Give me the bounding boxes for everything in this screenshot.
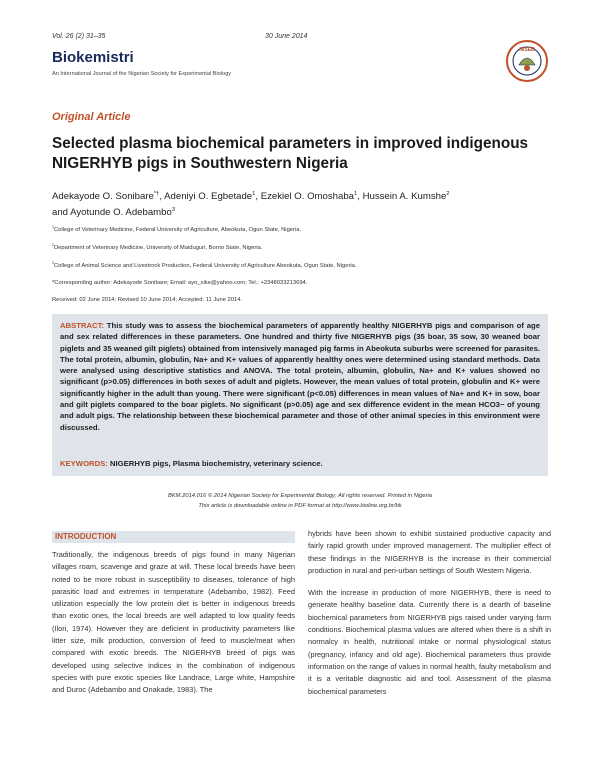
journal-subtitle: An International Journal of the Nigerian Society for Experimental Biology	[52, 71, 232, 77]
abstract-label: ABSTRACT:	[60, 321, 104, 330]
author-sup: 2	[446, 190, 450, 197]
article-title: Selected plasma biochemical parameters in improved indigenous NIGERHYB pigs in Southwestern Nigeria	[52, 135, 529, 172]
journal-name: Biokemistri	[52, 49, 134, 66]
paragraph: With the increase in production of more NIGERHYB, there is need to generate healthy baseline data. Currently there is a dearth of baseline biochemical parameters from NIGERHYB pigs raised under varying farm conditions. Biochemical plasma values are altered when there is a shift in normalcy in health, nutritional intake or normal physiological status (pregnancy, infancy and old age). Biochemical parameters thus provide information on the range of values in normal health, faulty metabolism and it is a veritable diagnostic aid and tool. Assessment of the plasma biochemical parameters	[308, 588, 551, 696]
affiliation: $^3$College of Animal Science and Livestrock Production, Federal University of Agriculture Abeokuta, Ogun State, Nigeria.	[52, 261, 357, 269]
author-name: Hussein A. Kumshe	[362, 191, 447, 202]
paragraph: hybrids have been shown to exhibit sustained productive capacity and fairly rapid growth under improved management. The multiplier effect of these findings in the NIGERHYB is the increase in their commercial production in rural and peri-urban settings of South Western Nigeria.	[308, 529, 551, 575]
copyright-line: BKM.2014.016 © 2014 Nigerian Society for Experimental Biology; All rights reserved. Printed in Nigeria	[167, 493, 433, 499]
author-name: Adeniyi O. Egbetade	[164, 191, 253, 202]
author-sup: 1	[354, 190, 358, 197]
corresponding-author: *Corresponding author: Adekayode Sonibare; Email: ayo_sike@yahoo.com; Tel.; +2348033213694.	[52, 280, 308, 286]
author-sup: 3	[171, 206, 176, 213]
affiliation: $^1$College of Veterinary Medicine, Federal University of Agriculture, Abeokuta, Ogun State, Nigeria.	[52, 225, 302, 233]
article-type: Original Article	[52, 111, 131, 123]
section-heading: INTRODUCTION	[52, 531, 295, 543]
keywords-label: KEYWORDS:	[60, 459, 108, 468]
author-name: and Ayotunde O. Adebambo	[52, 207, 172, 218]
logo-text: NISEB	[519, 47, 535, 53]
keywords	[60, 459, 323, 468]
abstract-panel	[52, 314, 548, 476]
article-dates: Received: 02 June 2014; Revised 10 June 2014; Accepted: 11 June 2014.	[52, 297, 243, 303]
affiliation: $^2$Department of Veterinary Medicine, University of Maiduguri, Borno State, Nigeria.	[52, 243, 263, 251]
paragraph: Traditionally, the indigenous breeds of pigs found in many Nigerian villages roam, scavenge and graze at will. These local breeds have been noted to be more robust in susceptibility to diseases, tolerance of high parasitic load and extremes in temperature (Adebambo, 1982). Feed utilization especially the low protein diet is better in indigenous breeds than exotic ones, the local breeds are well adapted to low quality feeds (Ilori, 1974). However they are deficient in productivity parameters like litter size, milk production, conversion of feed to muscle/meat when compared with exotic breeds. The NIGERHYB breed of pigs was developed using selective indices in the combination of indigenous species with pure exotic species like Landrace, Large white, Hampshire and Duroc (Adebambo and Onakade, 1983). The	[52, 550, 295, 695]
abstract-text: This study was to assess the biochemical parameters of apparently healthy NIGERHYB pigs and comparison of age and sex related differences in these parameters. One hundred and thirty five NIGERHYB pigs (35 boar, 35 sow, 30 weaned boar piglets and 35 weaned gilt piglets) obtained from intensively managed pig farms in Abeokuta suburbs were screened for parasites. The total protein, albumin, globulin, Na+ and K+ values of apparently healthy ones were determined using standard methods. Data were analysed using descriptive statistics and ANOVA. The total protein, albumin, globulin, Na+ and K+ values showed no significant (p>0.05) differences in both sexes of adult and piglets. However, the mean values of total protein, globulin and K+ were significantly higher in the adult than young. There were significant (p<0.05) differences in mean values of Na+ and K+ in sow, boar and gilt piglets compared to the boar piglets. No significant (p>0.05) age and sex difference evident in the mean HCO3− of young and adult pigs. The relationship between these biochemical parameter and those of other animal species in this environment were discussed.	[60, 321, 540, 432]
author-sup: *†	[153, 190, 160, 197]
right-column	[308, 528, 551, 698]
niseb-logo	[505, 39, 549, 83]
author-list: Adekayode O. Sonibare*†, Adeniyi O. Egbetade$^1$, Ezekiel O. Omoshaba$^1$, Hussein A. Kumshe$^2$ and Ayotunde O. Adebambo$^3$	[52, 190, 450, 218]
author-name: Ezekiel O. Omoshaba	[260, 191, 355, 202]
author-name: Adekayode O. Sonibare	[52, 191, 154, 202]
keywords-text: NIGERHYB pigs, Plasma biochemistry, veterinary science.	[109, 459, 323, 468]
issue-date: 30 June 2014	[265, 33, 308, 40]
download-note: This article is downloadable online in PDF format at http://www.bioline.org.br/bk	[198, 503, 402, 509]
volume-info: Vol. 26 (2) 31–35	[52, 33, 106, 40]
author-sup: 1	[252, 190, 256, 197]
left-column	[52, 549, 295, 697]
abstract	[60, 320, 540, 433]
